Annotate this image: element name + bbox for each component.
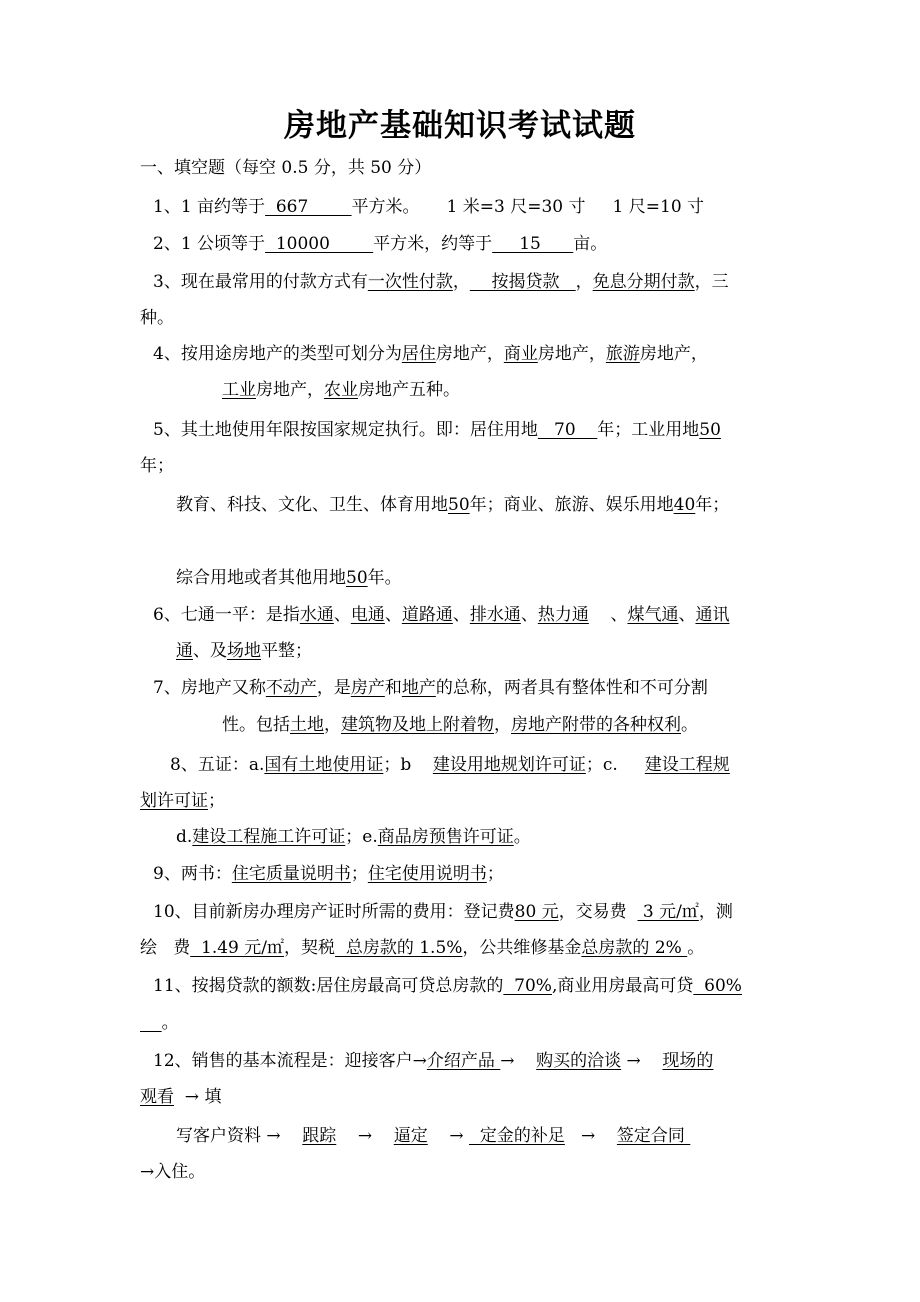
text-segment: 9、两书：	[153, 864, 232, 884]
answer-blank: 总房款的 2%	[581, 938, 688, 958]
text-segment: 。	[161, 1013, 179, 1033]
text-segment: ，	[575, 272, 593, 292]
text-segment: 、	[333, 605, 351, 625]
text-segment: d.	[176, 827, 193, 847]
text-segment: 7、房地产又称	[153, 678, 266, 698]
text-segment: →	[564, 1126, 617, 1146]
answer-blank: 商品房预售许可证	[377, 827, 514, 847]
answer-blank: 50	[699, 420, 721, 440]
text-segment: ；c.	[585, 755, 645, 775]
answer-blank: 免息分期付款	[592, 272, 695, 292]
text-line	[176, 826, 531, 848]
text-line	[140, 307, 174, 329]
answer-blank: 地产	[401, 678, 436, 698]
text-segment: 2、1 公顷等于	[153, 234, 266, 254]
text-segment: 6、七通一平：是指	[153, 605, 300, 625]
text-segment: 、	[678, 605, 696, 625]
text-line	[153, 863, 504, 885]
text-segment: 。	[681, 715, 698, 735]
text-segment: 年；	[140, 456, 174, 476]
text-line	[140, 1086, 221, 1108]
answer-blank: 房地产附带的各种权利	[511, 715, 681, 735]
text-segment: 。	[687, 938, 705, 958]
text-segment: →	[621, 1051, 663, 1071]
text-segment: ，测	[698, 902, 733, 922]
text-segment: 8、五证：a.	[170, 755, 265, 775]
text-line	[176, 494, 729, 516]
answer-blank: 50	[448, 495, 470, 515]
answer-blank: 住宅质量说明书	[231, 864, 351, 884]
text-line	[140, 790, 225, 812]
answer-blank: 一次性付款	[367, 272, 453, 292]
text-line	[153, 419, 721, 441]
text-line	[153, 271, 729, 293]
text-segment: →	[427, 1126, 470, 1146]
text-segment: 房地产，	[639, 344, 708, 364]
text-line	[153, 901, 733, 923]
answer-blank: 购买的洽谈	[536, 1051, 622, 1071]
answer-blank: 现场的	[662, 1051, 714, 1071]
text-segment: ，是	[316, 678, 351, 698]
text-segment: 、及	[193, 641, 227, 661]
text-line	[140, 937, 704, 959]
answer-blank: 住宅使用说明书	[367, 864, 487, 884]
answer-blank: 道路通	[401, 605, 453, 625]
text-line	[176, 1125, 690, 1147]
text-segment: 3、现在最常用的付款方式有	[153, 272, 368, 292]
text-line	[222, 714, 698, 736]
text-segment: 亩。	[573, 234, 608, 254]
answer-blank: 建设工程施工许可证	[192, 827, 346, 847]
text-line	[140, 1161, 205, 1183]
text-line	[153, 604, 729, 626]
answer-blank: 观看	[140, 1087, 174, 1107]
answer-blank: 划许可证	[140, 791, 208, 811]
answer-blank: 土地	[290, 715, 324, 735]
text-segment: ，交易费	[558, 902, 638, 922]
answer-blank: 不动产	[265, 678, 317, 698]
text-line	[153, 343, 708, 365]
text-segment: 1、1 亩约等于	[153, 197, 266, 217]
answer-blank	[140, 1013, 162, 1033]
answer-blank: 80 元	[514, 902, 559, 922]
answer-blank: 居住	[401, 344, 436, 364]
text-segment: 种。	[140, 308, 174, 328]
text-line	[176, 567, 402, 589]
text-line	[140, 455, 174, 477]
answer-blank: 跟踪	[302, 1126, 337, 1146]
text-line	[140, 1012, 179, 1034]
text-segment: → 填	[174, 1087, 222, 1107]
text-segment: ；	[486, 864, 504, 884]
answer-blank: 国有土地使用证	[264, 755, 384, 775]
answer-blank: 工业	[222, 380, 256, 400]
text-line	[176, 640, 312, 662]
answer-blank: 农业	[324, 380, 358, 400]
text-segment: 教育、科技、文化、卫生、体育用地	[176, 495, 448, 515]
text-segment: ，三	[694, 272, 729, 292]
text-segment: ，公共维修基金	[462, 938, 582, 958]
text-line	[153, 233, 607, 255]
answer-blank: 15	[492, 234, 574, 254]
answer-blank: 建设工程规	[644, 755, 730, 775]
text-segment: 。	[513, 827, 531, 847]
text-segment: 绘 费	[140, 938, 191, 958]
text-segment: 一、填空题（每空 0.5 分，共 50 分）	[140, 158, 432, 178]
text-line	[222, 379, 460, 401]
text-segment: 5、其土地使用年限按国家规定执行。即：居住用地	[153, 420, 538, 440]
answer-blank: 667	[265, 197, 352, 217]
answer-blank: 3 元/㎡	[637, 902, 699, 922]
text-segment: ；b	[383, 755, 433, 775]
answer-blank: 煤气通	[627, 605, 679, 625]
text-segment: →入住。	[140, 1162, 206, 1182]
answer-blank: 定金的补足	[469, 1126, 565, 1146]
answer-blank: 房产	[350, 678, 385, 698]
text-segment: 写客户资料 →	[176, 1126, 303, 1146]
text-line	[153, 196, 704, 218]
document-title: 房地产基础知识考试试题	[284, 108, 636, 144]
text-segment: →	[336, 1126, 394, 1146]
answer-blank: 70	[537, 420, 598, 440]
answer-blank: 排水通	[469, 605, 521, 625]
answer-blank: 热力通	[537, 605, 589, 625]
text-segment: 房地产五种。	[358, 380, 460, 400]
text-segment: 和	[384, 678, 402, 698]
text-segment: ，契税	[284, 938, 336, 958]
text-segment: ，	[452, 272, 470, 292]
text-segment: 的总称，两者具有整体性和不可分割	[435, 678, 708, 698]
answer-blank: 通讯	[695, 605, 730, 625]
text-segment: 房地产，	[435, 344, 504, 364]
text-segment: 、	[452, 605, 470, 625]
answer-blank: 10000	[265, 234, 374, 254]
text-segment: ,商业用房最高可贷	[551, 976, 694, 996]
text-segment: 4、按用途房地产的类型可划分为	[153, 344, 402, 364]
text-segment: 12、销售的基本流程是：迎接客户→	[153, 1051, 427, 1071]
answer-blank: 介绍产品	[426, 1051, 501, 1071]
text-line	[140, 157, 431, 179]
text-segment: 性。包括	[222, 715, 290, 735]
text-segment: ；	[208, 791, 225, 811]
text-segment: 、	[588, 605, 628, 625]
answer-blank: 逼定	[393, 1126, 428, 1146]
answer-blank: 总房款的 1.5%	[335, 938, 463, 958]
answer-blank: 1.49 元/㎡	[190, 938, 285, 958]
text-segment: 、	[384, 605, 402, 625]
answer-blank: 通	[176, 641, 193, 661]
text-segment: 年；商业、旅游、娱乐用地	[469, 495, 674, 515]
answer-blank: 签定合同	[616, 1126, 691, 1146]
text-segment: ；e.	[345, 827, 378, 847]
text-segment: 房地产，	[537, 344, 606, 364]
text-segment: 房地产，	[256, 380, 324, 400]
answer-blank: 70%	[503, 976, 552, 996]
answer-blank: 商业	[503, 344, 538, 364]
text-segment: ，	[324, 715, 341, 735]
text-segment: 平方米。 1 米=3 尺=30 寸 1 尺=10 寸	[351, 197, 705, 217]
text-line	[153, 975, 742, 997]
answer-blank: 旅游	[605, 344, 640, 364]
answer-blank: 电通	[350, 605, 385, 625]
text-segment: 年。	[367, 568, 402, 588]
text-line	[153, 1050, 713, 1072]
text-segment: ；	[350, 864, 368, 884]
text-segment: →	[500, 1051, 537, 1071]
answer-blank: 50	[346, 568, 368, 588]
answer-blank: 建筑物及地上附着物	[341, 715, 494, 735]
text-segment: 、	[520, 605, 538, 625]
text-segment: 平方米，约等于	[373, 234, 493, 254]
text-segment: 11、按揭贷款的额数:居住房最高可贷总房款的	[153, 976, 504, 996]
text-segment: 年；工业用地	[597, 420, 700, 440]
text-line	[153, 677, 708, 699]
text-segment: 综合用地或者其他用地	[176, 568, 346, 588]
answer-blank: 场地	[227, 641, 261, 661]
text-segment: 10、目前新房办理房产证时所需的费用：登记费	[153, 902, 515, 922]
answer-blank: 60%	[693, 976, 742, 996]
answer-blank: 水通	[299, 605, 334, 625]
text-segment: 平整；	[261, 641, 312, 661]
text-segment: 年；	[695, 495, 730, 515]
answer-blank: 40	[673, 495, 696, 515]
answer-blank: 按揭贷款	[469, 272, 576, 292]
text-line	[170, 754, 730, 776]
answer-blank: 建设用地规划许可证	[432, 755, 586, 775]
text-segment: ，	[494, 715, 511, 735]
